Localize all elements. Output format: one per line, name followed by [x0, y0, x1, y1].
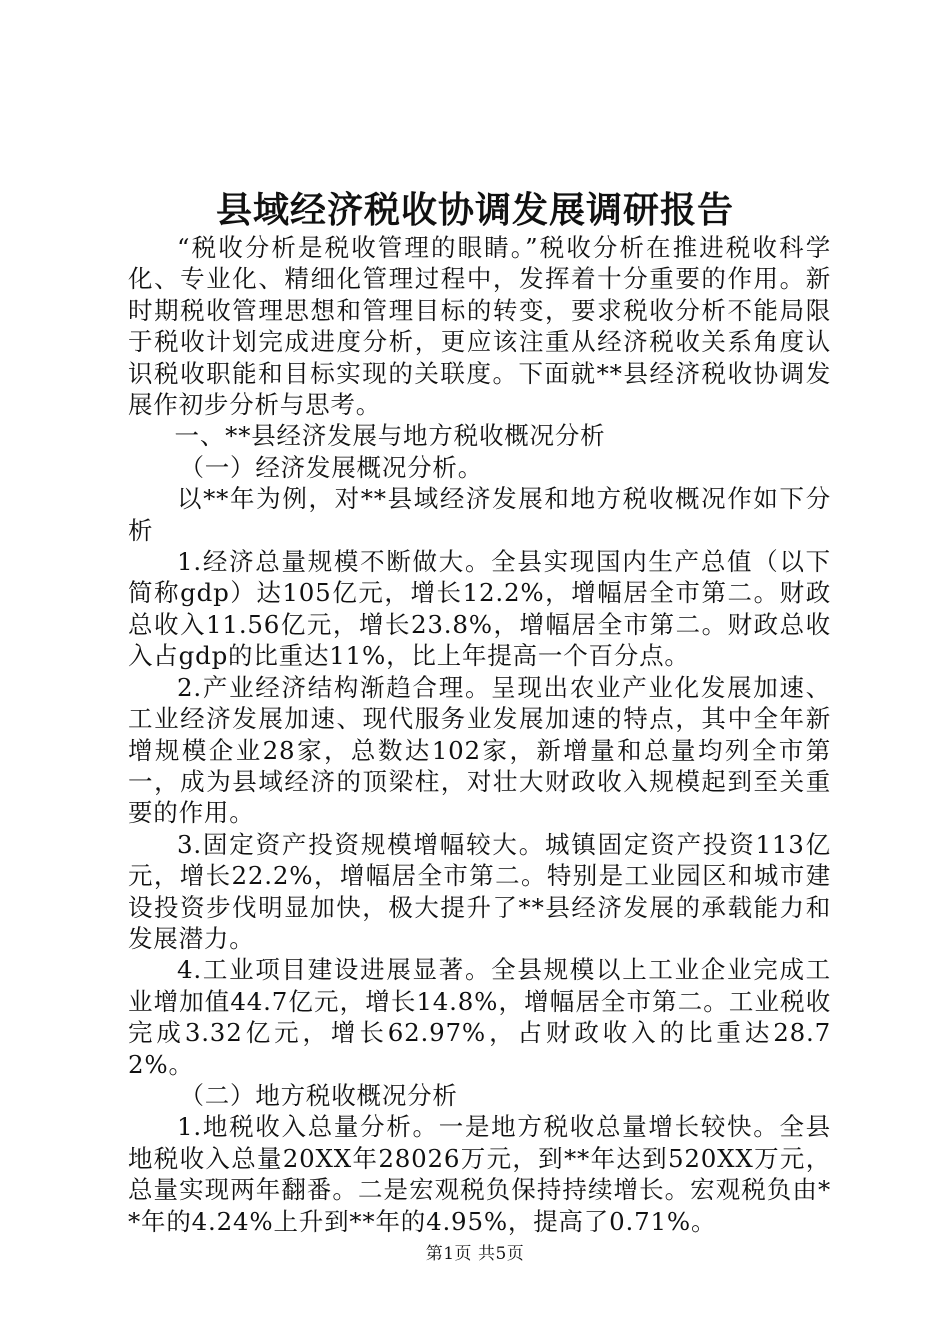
document-title: 县域经济税收协调发展调研报告: [215, 190, 734, 231]
body-paragraph: 1.地税收入总量分析。一是地方税收总量增长较快。全县地税收入总量20XX年28026万元，到**年达到520XX万元，总量实现两年翻番。二是宏观税负保持持续增长。宏观税负由**年的4.24%上升到**年的4.95%，提高了0.71%。: [128, 1112, 831, 1236]
section-heading-1: 一、**县经济发展与地方税收概况分析: [174, 421, 606, 451]
body-paragraph: 1.经济总量规模不断做大。全县实现国内生产总值（以下简称gdp）达105亿元，增长12.2%，增幅居全市第二。财政总收入11.56亿元，增长23.8%，增幅居全市第二。财政总收入占gdp的比重达11%，比上年提高一个百分点。: [128, 547, 831, 671]
subsection-heading-2: （二）地方税收概况分析: [179, 1080, 458, 1110]
body-paragraph: 以**年为例，对**县域经济发展和地方税收概况作如下分析: [128, 484, 831, 545]
body-paragraph: 2.产业经济结构渐趋合理。呈现出农业产业化发展加速、工业经济发展加速、现代服务业发展加速的特点，其中全年新增规模企业28家，总数达102家，新增量和总量均列全市第一，成为县域经济的顶梁柱，对壮大财政收入规模起到至关重要的作用。: [128, 672, 831, 828]
document-body: [128, 232, 831, 1237]
intro-paragraph: “税收分析是税收管理的眼睛。”税收分析在推进税收科学化、专业化、精细化管理过程中，发挥着十分重要的作用。新时期税收管理思想和管理目标的转变，要求税收分析不能局限于税收计划完成进度分析，更应该注重从经济税收关系角度认识税收职能和目标实现的关联度。下面就**县经济税收协调发展作初步分析与思考。: [128, 233, 831, 420]
body-paragraph: 4.工业项目建设进展显著。全县规模以上工业企业完成工业增加值44.7亿元，增长14.8%，增幅居全市第二。工业税收完成3.32亿元，增长62.97%，占财政收入的比重达28.72%。: [128, 955, 831, 1079]
subsection-heading-1: （一）经济发展概况分析。: [179, 452, 484, 482]
body-paragraph: 3.固定资产投资规模增幅较大。城镇固定资产投资113亿元，增长22.2%，增幅居全市第二。特别是工业园区和城市建设投资步伐明显加快，极大提升了**县经济发展的承载能力和发展潜力。: [128, 829, 831, 953]
page-footer: 第1页 共5页: [425, 1244, 525, 1264]
